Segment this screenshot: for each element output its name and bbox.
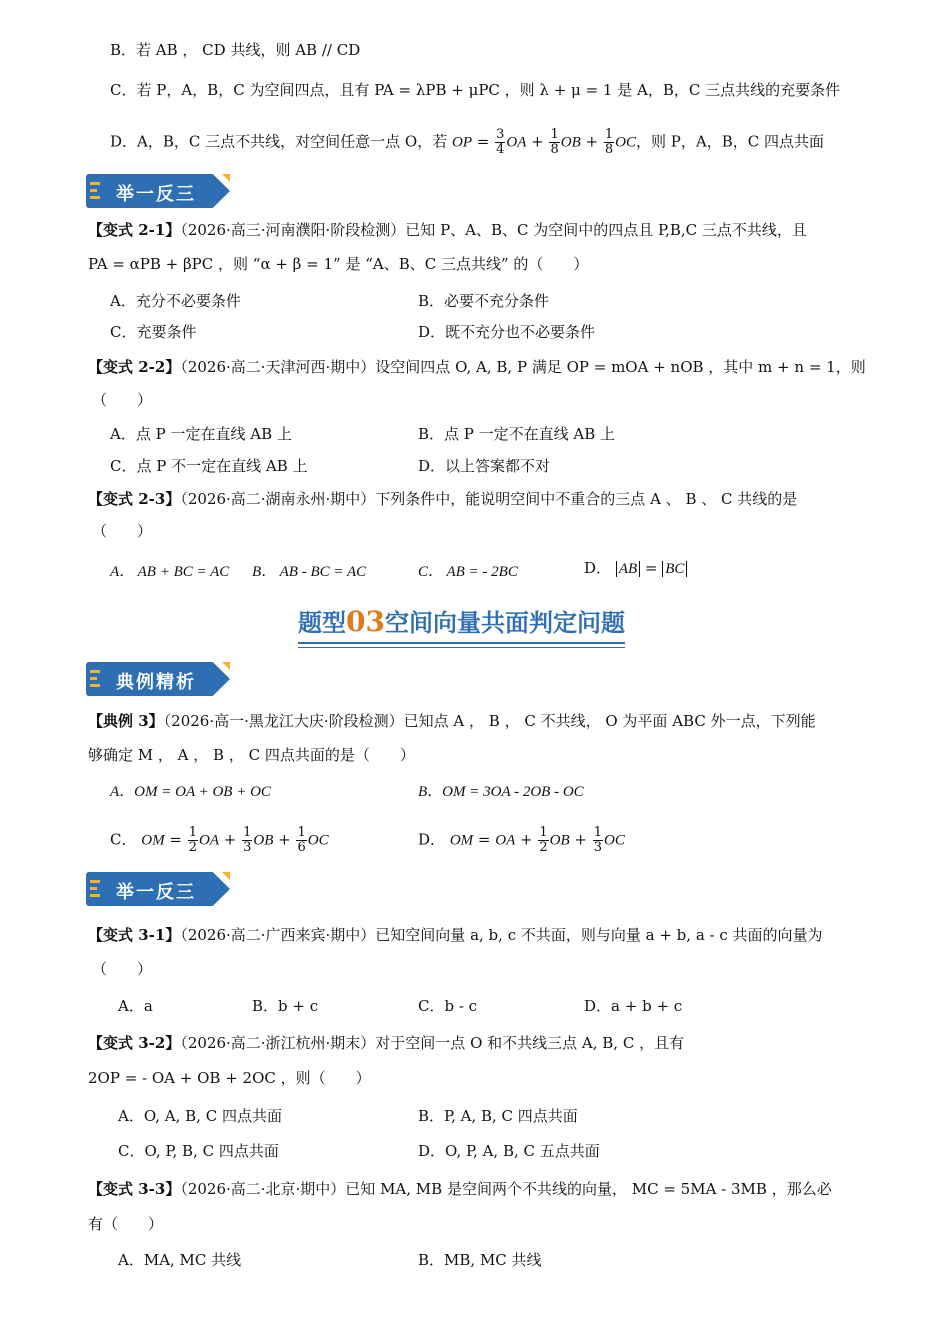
option-c: C．若 P，A，B，C 为空间四点，且有 PA = λPB + μPC ，则 λ + μ = 1 是 A，B，C 三点共线的充要条件 [110, 81, 841, 99]
variant-3-1-c: C．b - c [418, 997, 478, 1015]
example-3-d: D． OM = OA + $\frac{1}{2}$ OB + $\frac{1}{3}$ OC [418, 825, 625, 855]
example-3-line2: 够确定 M ， A ， B ， C 四点共面的是（ ） [88, 746, 415, 764]
option-d: D．A，B，C 三点不共线，对空间任意一点 O，若 OP = $\frac{3}{4}$ OA + $\frac{1}{8}$ OB + $\frac{1}{8}$ OC，则 P，A，B，C 四点共面 [110, 127, 824, 157]
variant-3-2: 【变式 3-2】（2026·高二·浙江杭州·期末）对于空间一点 O 和不共线三点 A, B, C ，且有 [88, 1034, 685, 1052]
variant-3-1-b: B．b + c [252, 997, 319, 1015]
banner-dljx: 典例精析 [86, 662, 230, 696]
variant-2-2-c: C．点 P 不一定在直线 AB 上 [110, 457, 308, 475]
variant-2-1-d: D．既不充分也不必要条件 [418, 323, 596, 341]
variant-3-3-a: A．MA, MC 共线 [118, 1251, 242, 1269]
example-3: 【典例 3】（2026·高一·黑龙江大庆·阶段检测）已知点 A ， B ， C 不共线， O 为平面 ABC 外一点，下列能 [88, 712, 816, 730]
variant-2-3-b: B． AB - BC = AC [252, 564, 367, 580]
example-3-c: C． OM = $\frac{1}{2}$ OA + $\frac{1}{3}$ OB + $\frac{1}{6}$ OC [110, 825, 329, 855]
variant-3-2-line2: 2OP = - OA + OB + 2OC ，则（ ） [88, 1069, 371, 1087]
variant-3-3-line2: 有（ ） [88, 1215, 164, 1233]
variant-2-1-line2: PA = αPB + βPC ，则 “α + β = 1” 是 “A、B、C 三点共线” 的（ ） [88, 255, 589, 273]
variant-3-1: 【变式 3-1】（2026·高二·广西来宾·期中）已知空间向量 a, b, c 不共面，则与向量 a + b, a - c 共面的向量为 [88, 926, 823, 944]
variant-2-1: 【变式 2-1】（2026·高三·河南濮阳·阶段检测）已知 P、A、B、C 为空间中的四点且 P,B,C 三点不共线，且 [88, 221, 807, 239]
variant-3-2-b: B．P, A, B, C 四点共面 [418, 1107, 578, 1125]
example-3-b: B．OM = 3OA - 2OB - OC [418, 784, 584, 800]
variant-3-2-d: D．O, P, A, B, C 五点共面 [418, 1142, 600, 1160]
variant-2-1-c: C．充要条件 [110, 323, 197, 341]
example-3-a: A．OM = OA + OB + OC [110, 784, 271, 800]
variant-3-2-a: A．O, A, B, C 四点共面 [118, 1107, 282, 1125]
variant-2-1-b: B．必要不充分条件 [418, 292, 550, 310]
variant-2-1-a: A．充分不必要条件 [110, 292, 241, 310]
variant-3-3-b: B．MB, MC 共线 [418, 1251, 542, 1269]
variant-3-1-paren: （ ） [92, 960, 153, 978]
variant-2-3: 【变式 2-3】（2026·高二·湖南永州·期中）下列条件中，能说明空间中不重合的三点 A 、 B 、 C 共线的是 [88, 490, 798, 508]
variant-2-3-paren: （ ） [92, 522, 153, 540]
variant-2-3-a: A． AB + BC = AC [110, 564, 230, 580]
variant-3-3: 【变式 3-3】（2026·高二·北京·期中）已知 MA, MB 是空间两个不共线的向量， MC = 5MA - 3MB ，那么必 [88, 1180, 832, 1198]
variant-2-2: 【变式 2-2】（2026·高二·天津河西·期中）设空间四点 O, A, B, P 满足 OP = mOA + nOB ，其中 m + n = 1，则 [88, 358, 866, 376]
variant-2-3-d: D． AB = BC [584, 558, 687, 579]
banner-jyfs: 举一反三 [86, 174, 230, 208]
variant-2-3-c: C． AB = - 2BC [418, 564, 518, 580]
variant-3-1-d: D．a + b + c [584, 997, 683, 1015]
variant-3-1-a: A．a [118, 997, 153, 1015]
variant-2-2-b: B．点 P 一定不在直线 AB 上 [418, 425, 616, 443]
variant-3-2-c: C．O, P, B, C 四点共面 [118, 1142, 279, 1160]
section-title: 题型03空间向量共面判定问题 [298, 603, 625, 638]
option-b: B．若 AB ， CD 共线，则 AB // CD [110, 41, 361, 59]
variant-2-2-paren: （ ） [92, 391, 153, 409]
banner-jyfs-2: 举一反三 [86, 872, 230, 906]
variant-2-2-d: D．以上答案都不对 [418, 457, 551, 475]
variant-2-2-a: A．点 P 一定在直线 AB 上 [110, 425, 292, 443]
